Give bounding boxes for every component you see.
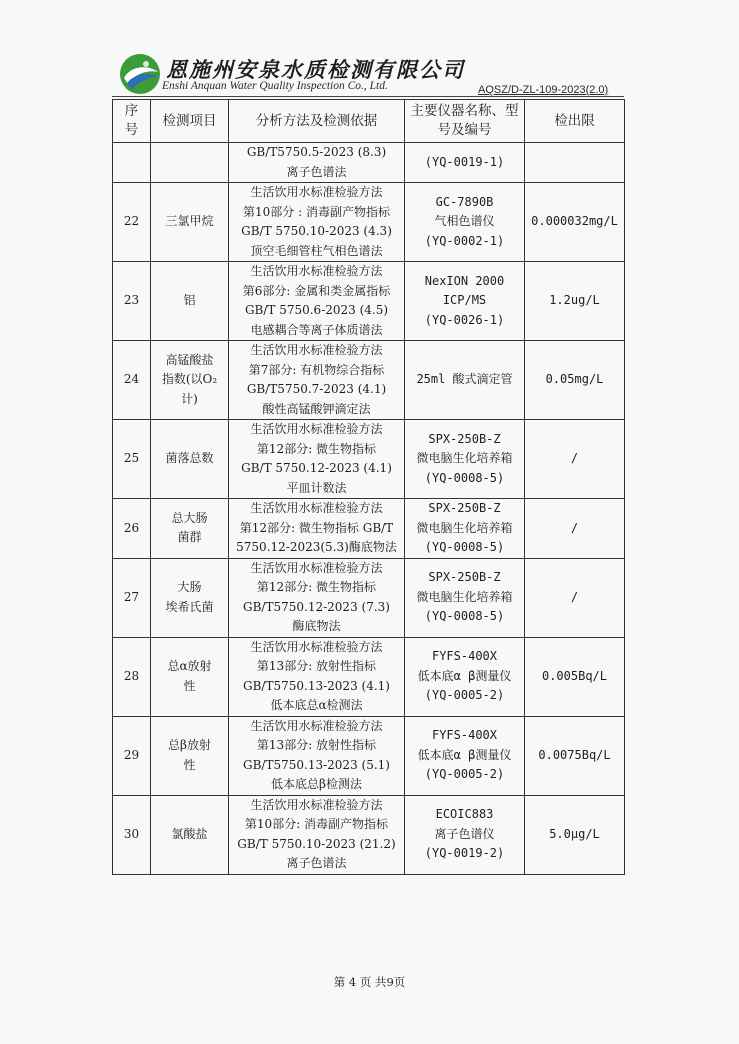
cell-item-line: 三氯甲烷 [165,214,214,229]
cell-method-line: 平皿计数法 [286,480,347,495]
header-limit: 检出限 [525,100,625,143]
cell-instrument-line: 离子色谱仪 [434,826,495,841]
cell-instrument-line: ICP/MS [442,293,487,308]
cell-item-line: 性 [183,757,196,772]
cell-method [229,716,405,795]
cell-method-line: 酶底物法 [292,619,341,633]
table-row [113,499,625,559]
cell-no: 23 [113,262,151,341]
cell-item-line: 计) [181,391,198,406]
cell-instrument [405,262,525,341]
table-row [113,795,625,874]
cell-limit: / [525,420,625,499]
cell-instrument [405,558,525,637]
cell-item [151,262,229,341]
table-row [113,716,625,795]
cell-no: 22 [113,183,151,262]
table-header-row [113,100,625,143]
cell-method-line: 低本底总α检测法 [270,698,363,712]
cell-method [229,262,405,341]
cell-item [151,499,229,559]
cell-method [229,558,405,637]
cell-method-line: GB/T 5750.10-2023 (21.2) [237,836,396,851]
header-method: 分析方法及检测依据 [229,100,405,143]
cell-instrument-line: (YQ-0008-5) [424,540,505,554]
cell-method-line: 酸性高锰酸钾滴定法 [262,401,371,416]
cell-method-line: 第10部分: 消毒副产物指标 [244,817,389,831]
cell-limit: / [525,558,625,637]
cell-instrument-line: (YQ-0026-1) [424,312,505,327]
cell-method-line: GB/T5750.7-2023 (4.1) [246,382,387,396]
cell-item-line: 总大肠 [171,510,208,525]
cell-method-line: 第13部分: 放射性指标 [256,659,377,673]
cell-instrument-line: ECOIC883 [435,807,494,822]
cell-item-line: 氯酸盐 [171,826,208,841]
cell-method-line: 生活饮用水标准检验方法 [250,501,383,515]
cell-instrument-line: (YQ-0019-1) [424,154,505,169]
cell-limit: / [525,499,625,559]
cell-instrument-line: GC-7890B [435,194,494,209]
cell-item [151,183,229,262]
cell-limit: 5.0μg/L [525,795,625,874]
header-item: 检测项目 [151,100,229,143]
cell-method [229,637,405,716]
cell-method-line: 第12部分: 微生物指标 [256,441,377,456]
cell-instrument [405,143,525,183]
page-number: 第 4 页 共9页 [333,975,406,989]
cell-item-line: 总α放射 [167,659,212,673]
cell-instrument [405,420,525,499]
cell-limit [525,143,625,183]
cell-method-line: 生活饮用水标准检验方法 [250,343,383,357]
cell-item-line: 菌群 [177,530,202,545]
cell-item [151,795,229,874]
cell-method-line: 生活饮用水标准检验方法 [250,718,383,733]
cell-instrument-line: (YQ-0008-5) [424,470,505,485]
cell-instrument-line: 气相色谱仪 [434,214,495,229]
company-logo-icon [118,52,162,96]
cell-instrument [405,499,525,559]
cell-instrument [405,795,525,874]
cell-instrument-line: (YQ-0019-2) [424,846,505,861]
test-methods-table [112,99,625,875]
cell-method-line: 第12部分: 微生物指标 [256,580,377,594]
cell-method [229,143,405,183]
cell-method-line: GB/T5750.5-2023 (8.3) [246,145,387,159]
cell-method-line: 顶空毛细管柱气相色谱法 [250,243,383,258]
table-row [113,183,625,262]
cell-item-line: 总β放射 [168,738,211,752]
cell-item-line: 大肠 [177,580,202,594]
cell-item [151,716,229,795]
cell-method-line: 生活饮用水标准检验方法 [250,560,383,575]
cell-method-line: 第7部分: 有机物综合指标 [248,362,385,377]
header-divider [112,96,624,97]
cell-no: 24 [113,341,151,420]
company-name-en: Enshi Anquan Water Quality Inspection Co., Ltd. [162,80,388,92]
cell-instrument-line: 低本底α β测量仪 [417,668,512,683]
cell-method-line: GB/T5750.13-2023 (4.1) [243,678,390,693]
cell-instrument-line: SPX-250B-Z [428,431,501,446]
header-instrument: 主要仪器名称、型号及编号 [405,100,525,143]
cell-instrument [405,637,525,716]
cell-no: 27 [113,558,151,637]
document-code: AQSZ/D-ZL-109-2023(2.0) [478,84,609,96]
company-name-cn: 恩施州安泉水质检测有限公司 [166,57,465,82]
cell-item-line: 指数(以O₂ [161,372,218,387]
cell-no: 28 [113,637,151,716]
cell-item [151,341,229,420]
cell-method-line: 第13部分: 放射性指标 [256,738,377,752]
cell-instrument [405,716,525,795]
cell-limit: 0.0075Bq/L [525,716,625,795]
cell-item-line: 菌落总数 [165,451,214,466]
cell-limit: 0.000032mg/L [525,183,625,262]
cell-instrument-line: (YQ-0008-5) [424,609,505,624]
cell-instrument-line: 微电脑生化培养箱 [416,520,513,535]
cell-method-line: 第12部分: 微生物指标 GB/T [239,520,394,535]
cell-instrument-line: (YQ-0005-2) [424,767,505,782]
cell-method-line: 低本底总β检测法 [271,777,362,791]
cell-method-line: GB/T 5750.12-2023 (4.1) [241,461,392,475]
cell-method [229,795,405,874]
cell-method-line: GB/T 5750.10-2023 (4.3) [241,224,392,238]
cell-method-line: 生活饮用水标准检验方法 [250,185,383,199]
cell-method [229,341,405,420]
cell-no [113,143,151,183]
cell-no: 26 [113,499,151,559]
cell-limit: 0.005Bq/L [525,637,625,716]
table-row [113,558,625,637]
cell-instrument-line: 低本底α β测量仪 [417,747,512,762]
cell-method-line: 离子色谱法 [286,856,347,870]
cell-limit: 0.05mg/L [525,341,625,420]
cell-method [229,420,405,499]
cell-method-line: 第10部分 : 消毒副产物指标 [243,204,390,219]
table-row [113,420,625,499]
cell-instrument-line: 微电脑生化培养箱 [416,451,513,466]
cell-no: 30 [113,795,151,874]
cell-item [151,637,229,716]
cell-limit: 1.2ug/L [525,262,625,341]
header-no: 序号 [113,100,151,143]
cell-method-line: 生活饮用水标准检验方法 [250,422,383,436]
cell-instrument-line: NexION 2000 [424,273,505,288]
cell-instrument-line: 25ml 酸式滴定管 [416,372,513,387]
cell-item-line: 性 [183,678,196,693]
table-row [113,143,625,183]
cell-method-line: GB/T5750.13-2023 (5.1) [243,757,390,772]
cell-method-line: GB/T 5750.6-2023 (4.5) [244,303,389,317]
cell-method-line: 5750.12-2023(5.3)酶底物法 [236,540,397,554]
cell-method-line: 生活饮用水标准检验方法 [250,264,383,278]
cell-instrument-line: (YQ-0005-2) [424,688,505,703]
cell-method [229,183,405,262]
cell-method-line: GB/T5750.12-2023 (7.3) [243,599,390,614]
table-row [113,341,625,420]
cell-instrument-line: SPX-250B-Z [428,501,501,515]
table-row [113,262,625,341]
cell-instrument-line: SPX-250B-Z [428,570,501,585]
cell-item [151,558,229,637]
cell-item-line: 铝 [183,293,196,308]
cell-instrument-line: FYFS-400X [431,728,498,743]
table-row [113,637,625,716]
cell-method [229,499,405,559]
cell-instrument [405,341,525,420]
cell-method-line: 离子色谱法 [286,164,347,179]
cell-item-line: 埃希氏菌 [165,599,214,614]
cell-item [151,143,229,183]
cell-instrument-line: FYFS-400X [431,649,498,664]
cell-method-line: 电感耦合等离子体质谱法 [250,322,383,337]
cell-method-line: 第6部分: 金属和类金属指标 [242,283,391,298]
cell-instrument-line: 微电脑生化培养箱 [416,589,513,604]
cell-instrument [405,183,525,262]
cell-no: 29 [113,716,151,795]
cell-item [151,420,229,499]
cell-instrument-line: (YQ-0002-1) [424,233,505,248]
cell-item-line: 高锰酸盐 [165,352,214,367]
cell-method-line: 生活饮用水标准检验方法 [250,797,383,812]
cell-method-line: 生活饮用水标准检验方法 [250,639,383,654]
cell-no: 25 [113,420,151,499]
